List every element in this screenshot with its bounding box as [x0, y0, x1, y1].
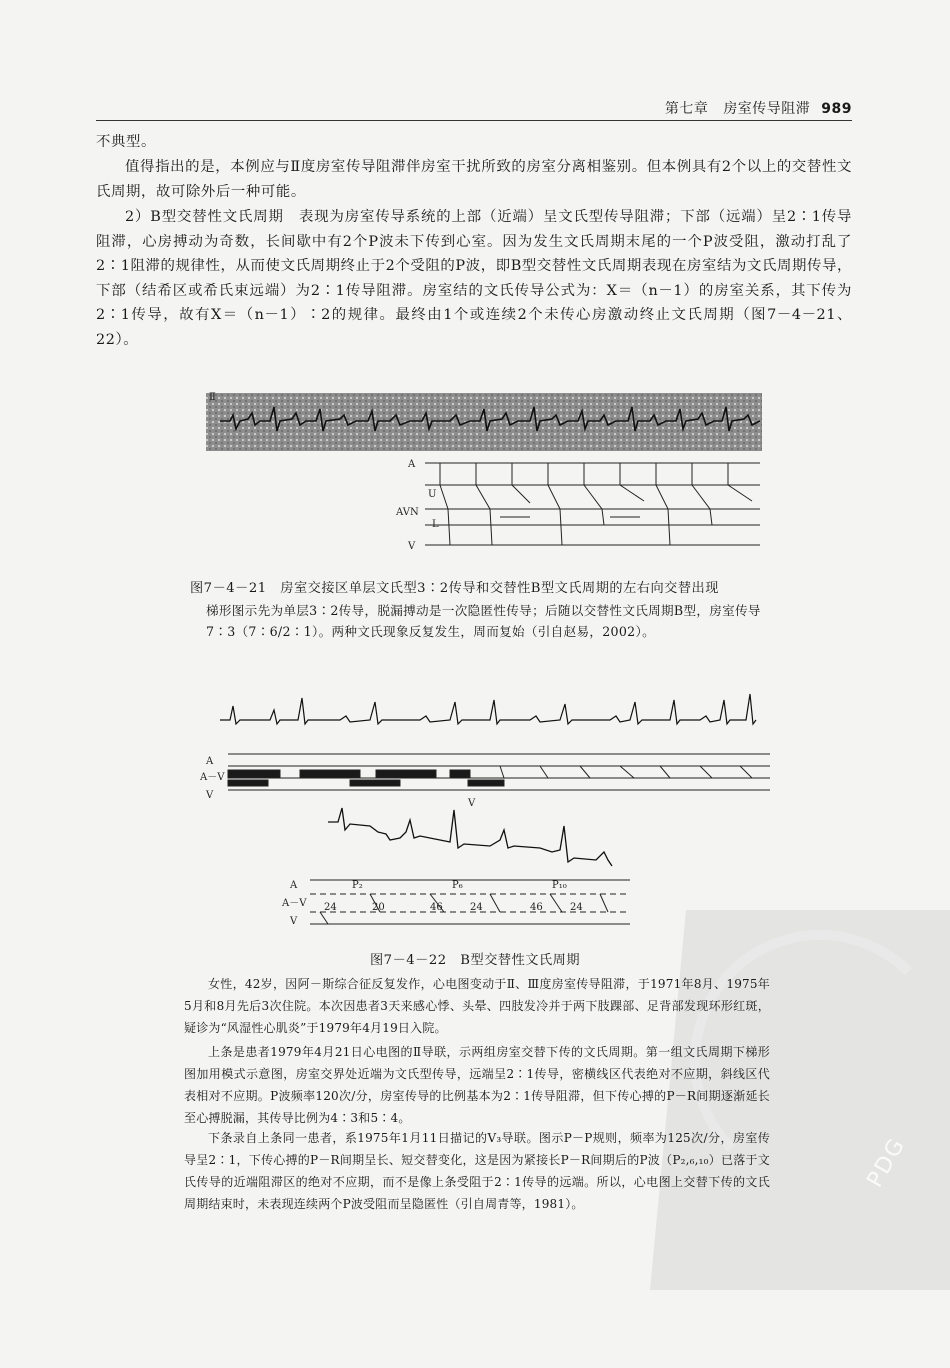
interval-value: 46 [430, 902, 443, 913]
p-label-2: P₂ [352, 880, 363, 891]
ladder3-label-v: V [290, 916, 298, 927]
ecg-grid-background [206, 393, 762, 451]
interval-value: 46 [530, 902, 543, 913]
ladder2-label-a: A [206, 756, 214, 767]
figure-1-caption-title: 图7－4－21 房室交接区单层文氏型3∶2传导和交替性B型文氏周期的左右向交替出现 [190, 581, 719, 596]
figure-2-note-1: 女性，42岁，因阿－斯综合征反复发作，心电图变动于Ⅱ、Ⅲ度房室传导阻滞，于1971年8月、1975年5月和8月先后3次住院。本次因患者3天来感心悸、头晕、四肢发冷并于两下肢踝部、足背部发现环形红斑，疑诊为“风湿性心肌炎”于1979年4月19日入院。 [184, 977, 770, 1035]
page-number: 989 [821, 101, 852, 117]
chapter-label: 第七章 [664, 101, 709, 117]
ladder2-label-v: V [206, 790, 214, 801]
running-head [665, 98, 852, 118]
watermark-text: PDG [862, 1133, 911, 1192]
interval-value: 24 [570, 902, 583, 913]
page-header [96, 98, 852, 121]
interval-value: 24 [470, 902, 483, 913]
ladder-label-u: U [428, 489, 437, 500]
figure-2-note-2: 上条是患者1979年4月21日心电图的Ⅱ导联，示两组房室交替下传的文氏周期。第一组文氏周期下梯形图加用模式示意图，房室交界处近端为文氏型传导，远端呈2∶1传导，密横线区代表绝对不应期，斜线区代表相对不应期。P波频率120次/分，房室传导的比例基本为2∶1传导阻滞，但下传心搏的P－R间期逐渐延长至心搏脱漏，其传导比例为4∶3和5∶4。 [184, 1045, 770, 1125]
chapter-title: 房室传导阻滞 [723, 101, 811, 117]
figure-2-note-3: 下条录自上条同一患者，系1975年1月11日描记的V₃导联。图示P－P规则，频率为125次/分，房室传导呈2∶1，下传心搏的P－R间期呈长、短交替变化，这是因为紧接长P－R间期后的P波（P₂,₆,₁₀）已落于文氏传导的近端阻滞区的绝对不应期，而不是像上条受阻于2∶1传导的远端。所以，心电图上交替下传的文氏周期结束时，未表现连续两个P波受阻而呈隐匿性（引自周青等，1981）。 [184, 1131, 770, 1211]
ecg-figure-2 [200, 690, 770, 940]
paragraph-type-b: 2）B型交替性文氏周期 表现为房室传导系统的上部（近端）呈文氏型传导阻滞；下部（远端）呈2∶1传导阻滞，心房搏动为奇数，长间歇中有2个P波未下传到心室。因为发生文氏周期末尾的一个P波受阻，激动打乱了2∶1阻滞的规律性，从而使文氏周期终止于2个受阻的P波，即B型交替性文氏周期表现在房室结为文氏周期传导，下部（结希区或希氏束远端）为2∶1传导阻滞。房室结的文氏传导公式为：X＝（n－1）的房室关系，其下传为2∶1传导，故有X＝（n－1）∶2的规律。最终由1个或连续2个未传心房激动终止文氏周期（图7－4－21、22）。 [96, 209, 852, 348]
ladder-diagram-2 [228, 754, 770, 790]
ecg-trace-lead-ii-1979 [220, 694, 756, 724]
interval-value: 24 [324, 902, 337, 913]
ladder-label-avn: AVN [396, 507, 419, 518]
figure-1-caption-text: 梯形图示先为单层3∶2传导，脱漏搏动是一次隐匿性传导；后随以交替性文氏周期B型，房室传导7∶3（7∶6/2∶1）。两种文氏现象反复发生，周而复始（引自赵易，2002）。 [206, 603, 761, 639]
ladder-label-l: L [432, 519, 439, 530]
ladder-label-a: A [408, 459, 416, 470]
figure-2-caption-title: 图7－4－22 B型交替性文氏周期 [370, 953, 581, 968]
p-label-6: P₆ [452, 880, 463, 891]
ladder-label-v: V [408, 541, 416, 552]
ladder3-label-av: A－V [282, 898, 307, 909]
ladder2-label-av: A－V [200, 772, 225, 783]
ecg-figure-1 [200, 385, 770, 565]
interval-value: 20 [372, 902, 385, 913]
lead-v3-label: V [468, 798, 476, 809]
p-label-10: P₁₀ [552, 880, 567, 891]
ecg-trace-lead-v3-1975 [328, 808, 612, 866]
paragraph-note: 值得指出的是，本例应与Ⅱ度房室传导阻滞伴房室干扰所致的房室分离相鉴别。但本例具有2个以上的交替性文氏周期，故可除外后一种可能。 [96, 159, 852, 200]
ladder-diagram-1 [425, 463, 760, 545]
ladder3-label-a: A [290, 880, 298, 891]
paragraph-continuation: 不典型。 [96, 134, 156, 150]
lead-label: Ⅱ [209, 392, 216, 403]
